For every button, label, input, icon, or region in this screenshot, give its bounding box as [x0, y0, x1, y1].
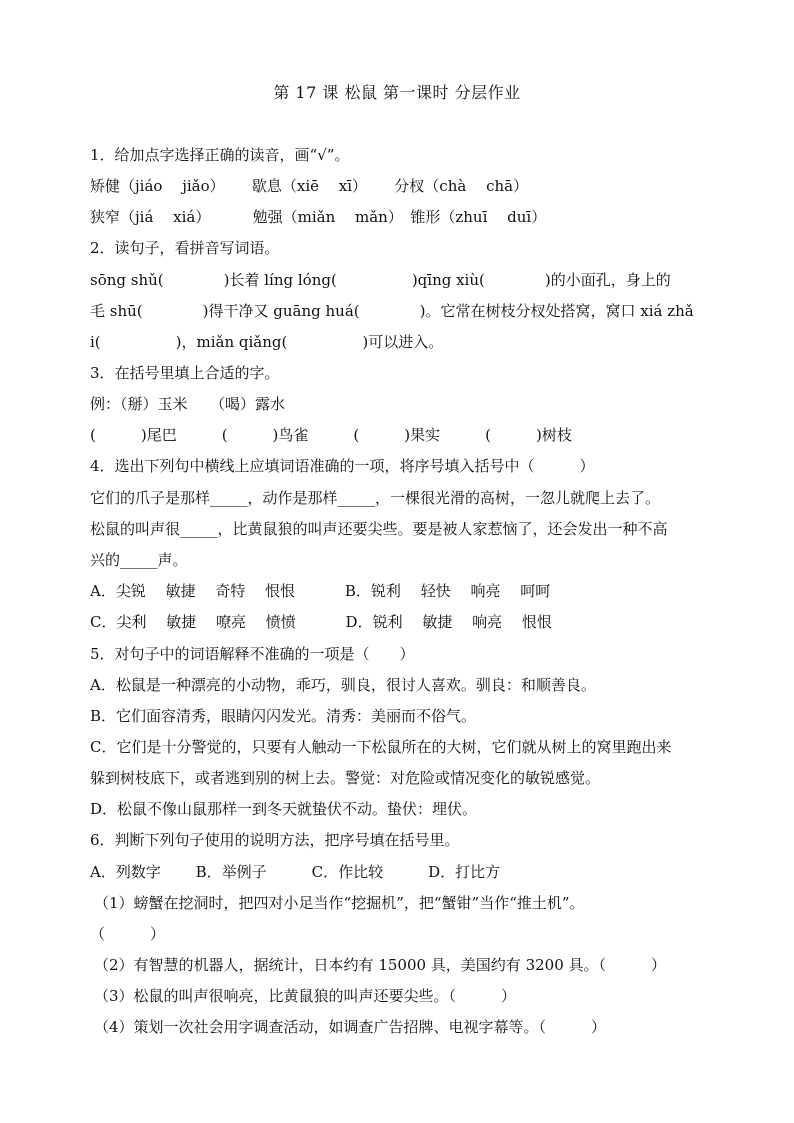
q6-item-2: （2）有智慧的机器人，据统计，日本约有 15000 具，美国约有 3200 具。（ ） [94, 956, 667, 974]
q2-prompt: 2．读句子，看拼音写词语。 [90, 239, 280, 257]
q5-prompt: 5．对句子中的词语解释不准确的一项是（ ） [90, 645, 415, 663]
q5-option-c-2: 躲到树枝底下，或者逃到别的树上去。警觉：对危险或情况变化的敏锐感觉。 [90, 769, 601, 787]
q4-text-2: 松鼠的叫声很_____，比黄鼠狼的叫声还要尖些。要是被人家惹恼了，还会发出一种不高 [90, 520, 668, 538]
page-title: 第 17 课 松鼠 第一课时 分层作业 [273, 83, 521, 102]
q6-prompt: 6．判断下列句子使用的说明方法，把序号填在括号里。 [90, 831, 460, 849]
q4-text-1: 它们的爪子是那样_____，动作是那样_____，一棵很光滑的高树，一忽儿就爬上去了。 [90, 489, 661, 507]
q4-options-ab: A．尖锐 敏捷 奇特 恨恨 B．锐利 轻快 响亮 呵呵 [90, 582, 551, 600]
q5-option-d: D．松鼠不像山鼠那样一到冬天就蛰伏不动。蛰伏：埋伏。 [90, 800, 478, 818]
q6-choices: A．列数字 B．举例子 C．作比较 D．打比方 [90, 863, 501, 881]
q1-row-1: 矫健（jiáo jiǎo） 歇息（xiē xī） 分杈（chà chā） [90, 177, 529, 195]
q6-item-3: （3）松鼠的叫声很响亮，比黄鼠狼的叫声还要尖些。（ ） [94, 987, 517, 1005]
q3-blanks: ( )尾巴 ( )鸟雀 ( )果实 ( )树枝 [90, 426, 572, 444]
q4-text-3: 兴的_____声。 [90, 551, 188, 569]
q1-row-2: 狭窄（jiá xiá） 勉强（miǎn mǎn） 锥形（zhuī duī） [90, 208, 547, 226]
q5-option-c-1: C．它们是十分警觉的，只要有人触动一下松鼠所在的大树，它们就从树上的窝里跑出来 [90, 738, 672, 756]
q5-option-a: A．松鼠是一种漂亮的小动物，乖巧，驯良，很讨人喜欢。驯良：和顺善良。 [90, 676, 596, 694]
q5-option-b: B．它们面容清秀，眼睛闪闪发光。清秀：美丽而不俗气。 [90, 707, 477, 725]
q1-prompt: 1．给加点字选择正确的读音，画“√”。 [90, 146, 350, 164]
q3-example: 例：（掰）玉米 （喝）露水 [90, 395, 286, 413]
q2-line-3: i( )，miǎn qiǎng( )可以进入。 [90, 333, 444, 351]
q6-item-4: （4）策划一次社会用字调查活动，如调查广告招牌、电视字幕等。（ ） [94, 1018, 607, 1036]
q4-options-cd: C．尖利 敏捷 嘹亮 愤愤 D．锐利 敏捷 响亮 恨恨 [90, 613, 552, 631]
q3-prompt: 3．在括号里填上合适的字。 [90, 364, 280, 382]
q6-item-1: （1）螃蟹在挖洞时，把四对小足当作“挖掘机”，把“蟹钳”当作“推土机”。 [94, 894, 585, 912]
q2-line-1: sōng shǔ( )长着 líng lóng( )qīng xiù( )的小面孔，身上的 [90, 271, 671, 289]
q2-line-2: 毛 shū( )得干净又 guāng huá( )。它常在树枝分杈处搭窝，窝口 xiá zhǎ [90, 302, 694, 320]
q6-item-1-answer: （ ） [90, 925, 166, 943]
q4-prompt: 4．选出下列句中横线上应填词语准确的一项，将序号填入括号中（ ） [90, 457, 595, 475]
